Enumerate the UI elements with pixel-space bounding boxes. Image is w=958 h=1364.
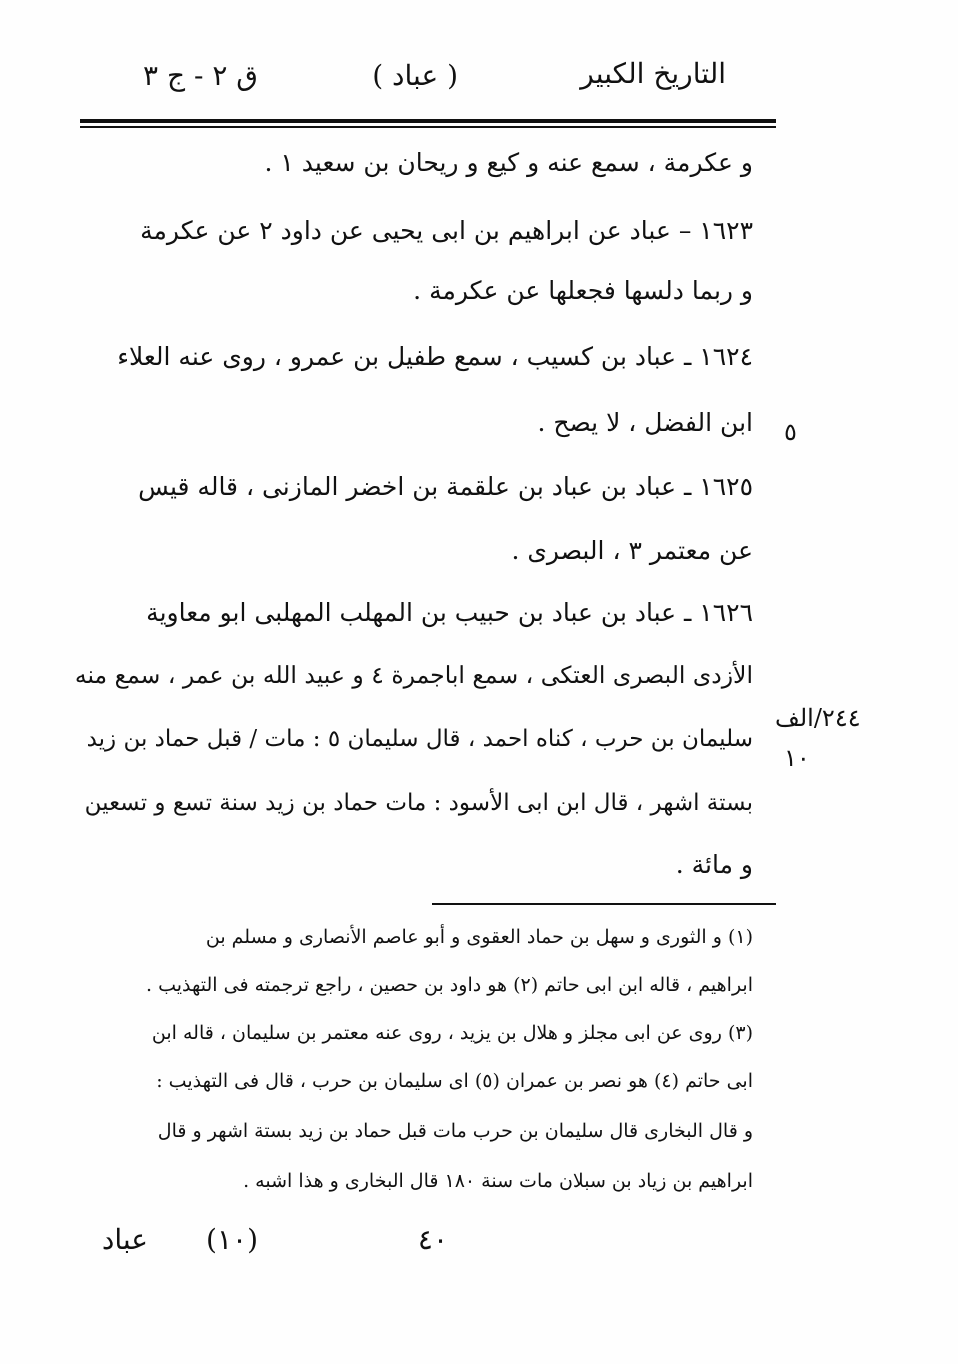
entry-1625-line-1: ١٦٢٥ ـ عباد بن عباد بن علقمة بن اخضر المازنى ، قاله قيس [138, 472, 753, 501]
margin-line-number-10: ١٠ [784, 744, 810, 772]
entry-1625-line-2: عن معتمر ٣ ، البصرى . [511, 536, 753, 565]
header-rule-thin [80, 126, 776, 128]
entry-1626-line-3: سليمان بن حرب ، كناه احمد ، قال سليمان ٥ : مات / قبل حماد بن زيد [86, 726, 753, 752]
margin-folio-reference: ٢٤٤/الف [775, 704, 861, 732]
entry-1626-line-5: و مائة . [675, 850, 753, 879]
entry-1623-line-2: و ربما دلسها فجعلها عن عكرمة . [413, 276, 753, 305]
footnote-line-1: (١) و الثورى و سهل بن حماد العقوى و أبو عاصم الأنصارى و مسلم بن [205, 926, 753, 948]
footnote-line-3: (٣) روى عن ابى مجلز و هلال بن يزيد ، روى عنه معتمر بن سليمان ، قاله ابن [151, 1022, 753, 1044]
footnote-line-6: ابراهيم بن زياد بن سبلان مات سنة ١٨٠ قال البخارى و هذا اشبه . [243, 1170, 753, 1192]
footer-section-name: عباد [101, 1223, 148, 1256]
section-title: ( عباد ) [372, 59, 458, 92]
footnote-line-2: ابراهيم ، قاله ابن ابى حاتم (٢) هو داود بن حصين ، راجع ترجمته فى التهذيب . [146, 974, 753, 996]
entry-1623-line-1: ١٦٢٣ – عباد عن ابراهيم بن ابى يحيى عن داود ٢ عن عكرمة [140, 216, 753, 245]
body-line-1: و عكرمة ، سمع عنه و كيع و ريحان بن سعيد ١ . [264, 148, 753, 177]
page-number: ٤٠ [417, 1223, 448, 1256]
footnote-line-5: و قال البخارى قال سليمان بن حرب مات قبل حماد بن زيد بستة اشهر و قال [157, 1120, 753, 1142]
footer-section-number: (١٠) [206, 1223, 258, 1256]
footnote-line-4: ابى حاتم (٤) هو نصر بن عمران (٥) اى سليمان بن حرب ، قال فى التهذيب : [156, 1070, 753, 1092]
entry-1626-line-4: بستة اشهر ، قال ابن ابى الأسود : مات حماد بن زيد سنة تسع و تسعين [84, 790, 753, 816]
volume-reference: ق ٢ - ج ٣ [143, 59, 258, 92]
entry-1626-line-1: ١٦٢٦ ـ عباد بن عباد بن حبيب بن المهلب المهلبى ابو معاوية [146, 598, 753, 627]
entry-1626-line-2: الأزدى البصرى العتكى ، سمع اباجمرة ٤ و عبيد الله بن عمر ، سمع منه [74, 661, 753, 689]
footnote-separator [432, 903, 776, 905]
entry-1624-line-1: ١٦٢٤ ـ عباد بن كسيب ، سمع طفيل بن عمرو ، روى عنه العلاء [117, 342, 753, 371]
header-rule-thick [80, 119, 776, 123]
book-title: التاريخ الكبير [580, 57, 726, 90]
margin-line-number-5: ٥ [784, 418, 797, 446]
entry-1624-line-2: ابن الفضل ، لا يصح . [537, 408, 753, 437]
